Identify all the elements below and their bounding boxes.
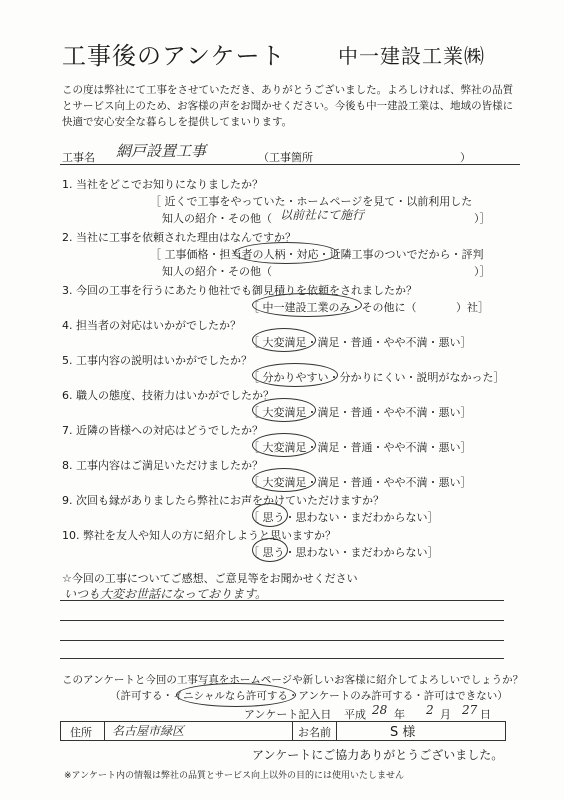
answer-10-circle: [252, 538, 288, 562]
consent-question: このアンケートと今回の工事写真をホームページや新しいお客様に紹介してよろしいでしょうか？: [62, 674, 524, 686]
answer-3-circle: [252, 293, 362, 317]
name-value: S 様: [390, 725, 416, 740]
answer-7: ［ 大変満足・満足・普通・やや不満・悪い］: [248, 441, 472, 454]
answer-8: ［ 大変満足・満足・普通・やや不満・悪い］: [248, 476, 472, 489]
address-divider: [104, 721, 105, 741]
question-5: 5. 工事内容の説明はいかがでしたか？: [62, 354, 252, 367]
answer-2-close: ）］: [474, 265, 491, 278]
question-10: 10. 弊社を友人や知人の方に紹介しようと思いますか？: [62, 529, 336, 542]
answer-3-line1: ［ 中一建設工業のみ・その他に（: [248, 301, 417, 314]
answer-2-line2: 知人の紹介・その他（: [162, 265, 272, 278]
question-2: 2. 当社に工事を依頼された理由はなんですか？: [62, 231, 296, 244]
comment-line-4: [60, 658, 504, 659]
date-day-unit: 日: [480, 708, 491, 721]
answer-8-circle: [252, 468, 316, 492]
comments-handwritten: いつも大変お世話になっております。: [64, 587, 268, 601]
answer-6-circle: [252, 398, 316, 422]
page-title: 工事後のアンケート: [62, 42, 286, 70]
answer-3-close: ）社］: [456, 301, 489, 314]
work-location-close: ）: [460, 151, 471, 164]
comment-line-1: [60, 600, 504, 601]
date-month-unit: 月: [440, 708, 451, 721]
date-month: 2: [426, 703, 434, 717]
comments-heading: ☆今回の工事についてご感想、ご意見等をお聞かせください: [62, 572, 358, 585]
consent-options: （許可する・イニシャルなら許可する・アンケートのみ許可する・許可はできない）: [110, 690, 508, 702]
date-day: 27: [462, 703, 478, 717]
answer-4: ［ 大変満足・満足・普通・やや不満・悪い］: [248, 336, 472, 349]
answer-1-line2: 知人の紹介・その他（: [162, 212, 272, 225]
comment-line-3: [60, 640, 504, 641]
footnote: ※アンケート内の情報は弊社の品質とサービス向上以外の目的には使用いたしません: [64, 771, 405, 781]
answer-1-close: ）］: [474, 212, 491, 225]
intro-text: この度は弊社にて工事をさせていただき、ありがとうございました。よろしければ、弊社の品質とサービス向上のため、お客様の声をお聞かせください。今後も中一建設工業は、地域の皆様に快適で安心安全な暮らしを提供してまいります。: [62, 84, 514, 128]
answer-1-line1: ［ 近くで工事をやっていた・ホームページを見て・以前利用した: [150, 195, 473, 208]
question-9: 9. 次回も縁がありましたら弊社にお声をかけていただけますか？: [62, 494, 384, 507]
date-year: 28: [372, 703, 388, 717]
work-name-underline: [60, 164, 520, 165]
name-divider-right: [336, 721, 337, 741]
work-name-label: 工事名: [62, 151, 95, 164]
name-label: お名前: [298, 726, 331, 739]
question-7: 7. 近隣の皆様への対応はどうでしたか？: [62, 424, 263, 437]
question-6: 6. 職人の態度、技術力はいかがでしたか？: [62, 389, 274, 402]
work-name-value: 網戸設置工事: [116, 142, 207, 160]
answer-6: ［ 大変満足・満足・普通・やや不満・悪い］: [248, 406, 472, 419]
answer-7-circle: [252, 433, 316, 457]
date-era: 平成: [344, 708, 366, 721]
name-divider-left: [292, 721, 293, 741]
answer-9: ［ 思う・思わない・まだわからない］: [248, 511, 439, 524]
company-name: 中一建設工業㈱: [338, 44, 485, 68]
question-8: 8. 工事内容はご満足いただけましたか？: [62, 459, 263, 472]
question-3: 3. 今回の工事を行うにあたり他社でも御見積りを依頼をされましたか？: [62, 284, 417, 297]
question-1: 1. 当社をどこでお知りになりましたか？: [62, 178, 263, 191]
answer-2-circle: [234, 242, 338, 264]
answer-5-circle: [252, 363, 338, 387]
address-value: 名古屋市緑区: [112, 724, 185, 738]
answer-10: ［ 思う・思わない・まだわからない］: [248, 546, 439, 559]
answer-1-handwritten: 以前社にて施行: [280, 208, 365, 222]
date-year-unit: 年: [394, 708, 405, 721]
thanks-text: アンケートにご協力ありがとうございました。: [252, 748, 504, 762]
answer-9-circle: [252, 503, 288, 527]
answer-2-line1: ［ 工事価格・担当者の人柄・対応・近隣工事のついでだから・評判: [150, 248, 484, 261]
date-label: アンケート記入日: [244, 708, 332, 721]
question-4: 4. 担当者の対応はいかがでしたか？: [62, 319, 241, 332]
answer-4-circle: [252, 328, 316, 352]
comment-line-2: [60, 620, 504, 621]
address-label: 住所: [70, 726, 92, 739]
work-location-label: （工事箇所: [258, 151, 313, 164]
answer-5: ［ 分かりやすい・分かりにくい・説明がなかった］: [248, 371, 505, 384]
consent-circle: [176, 683, 296, 707]
